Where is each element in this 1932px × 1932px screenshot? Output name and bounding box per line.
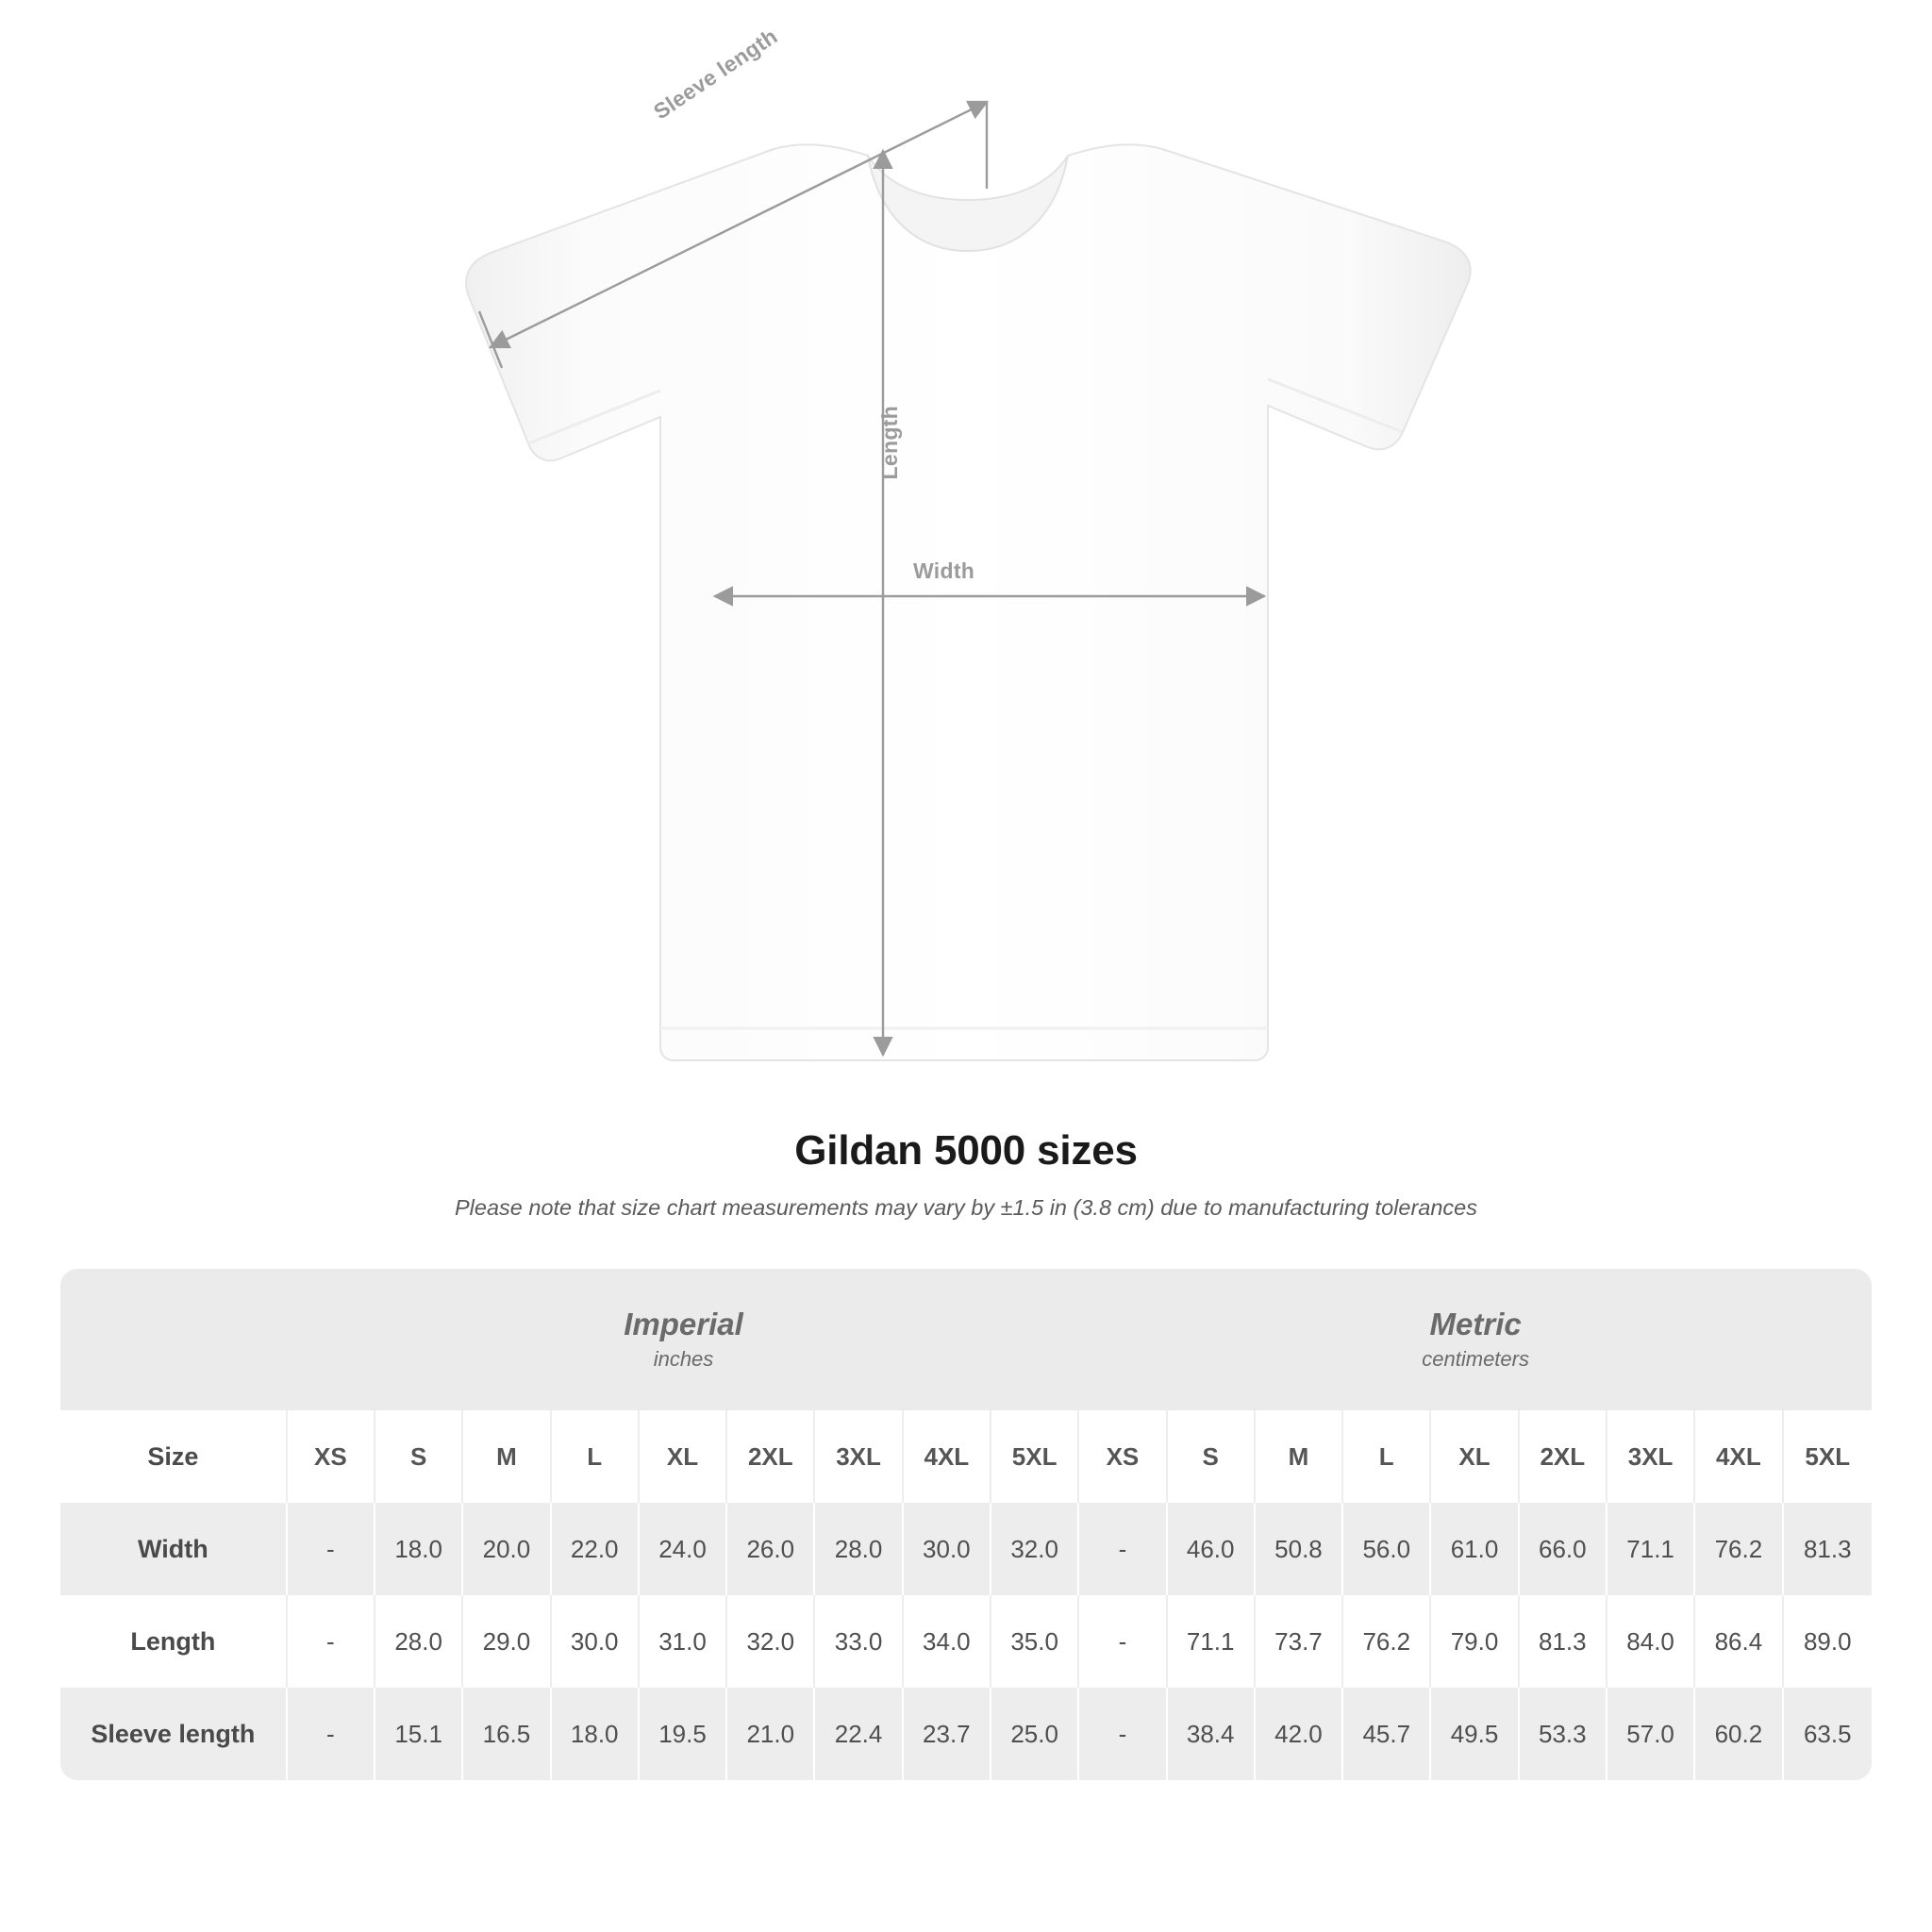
header-imperial-l: L (552, 1410, 640, 1503)
cell-width-imperial-m: 20.0 (463, 1503, 551, 1595)
cell-sleeve-metric-2xl: 53.3 (1520, 1688, 1607, 1780)
header-metric-m: M (1256, 1410, 1343, 1503)
length-label: Length (877, 406, 902, 480)
cell-sleeve-imperial-2xl: 21.0 (727, 1688, 815, 1780)
cell-width-imperial-xs: - (288, 1503, 375, 1595)
cell-length-imperial-5xl: 35.0 (991, 1595, 1079, 1688)
header-imperial-xl: XL (640, 1410, 727, 1503)
header-imperial-2xl: 2XL (727, 1410, 815, 1503)
cell-width-metric-m: 50.8 (1256, 1503, 1343, 1595)
unit-name-metric: Metric (1429, 1306, 1522, 1341)
cell-width-imperial-s: 18.0 (375, 1503, 463, 1595)
cell-width-metric-xs: - (1079, 1503, 1167, 1595)
cell-sleeve-metric-xl: 49.5 (1431, 1688, 1519, 1780)
unit-header-spacer (60, 1269, 288, 1410)
cell-length-metric-m: 73.7 (1256, 1595, 1343, 1688)
cell-length-metric-2xl: 81.3 (1520, 1595, 1607, 1688)
unit-header-imperial (288, 1269, 1080, 1410)
cell-length-imperial-2xl: 32.0 (727, 1595, 815, 1688)
cell-length-imperial-m: 29.0 (463, 1595, 551, 1688)
cell-sleeve-imperial-3xl: 22.4 (815, 1688, 903, 1780)
tolerance-note: Please note that size chart measurements may vary by ±1.5 in (3.8 cm) due to manufacturing tolerances (455, 1195, 1477, 1220)
header-metric-2xl: 2XL (1520, 1410, 1607, 1503)
cell-width-metric-xl: 61.0 (1431, 1503, 1519, 1595)
cell-sleeve-metric-3xl: 57.0 (1607, 1688, 1695, 1780)
cell-width-imperial-xl: 24.0 (640, 1503, 727, 1595)
size-table (60, 1269, 1872, 1780)
cell-length-metric-xs: - (1079, 1595, 1167, 1688)
cell-width-metric-l: 56.0 (1343, 1503, 1431, 1595)
unit-header-row (60, 1269, 1872, 1410)
cell-length-metric-s: 71.1 (1168, 1595, 1256, 1688)
table-row (60, 1595, 1872, 1688)
cell-length-imperial-4xl: 34.0 (904, 1595, 991, 1688)
header-metric-l: L (1343, 1410, 1431, 1503)
page-title: Gildan 5000 sizes (794, 1127, 1138, 1174)
size-header-row (60, 1410, 1872, 1503)
cell-sleeve-metric-m: 42.0 (1256, 1688, 1343, 1780)
unit-sub-metric: centimeters (1422, 1347, 1529, 1372)
cell-length-imperial-xs: - (288, 1595, 375, 1688)
unit-sub-imperial: inches (653, 1347, 714, 1372)
width-label: Width (913, 558, 975, 583)
header-imperial-3xl: 3XL (815, 1410, 903, 1503)
cell-length-imperial-xl: 31.0 (640, 1595, 727, 1688)
sleeve-length-label: Sleeve length (649, 23, 782, 125)
cell-width-metric-4xl: 76.2 (1695, 1503, 1783, 1595)
cell-sleeve-imperial-s: 15.1 (375, 1688, 463, 1780)
cell-sleeve-metric-l: 45.7 (1343, 1688, 1431, 1780)
cell-sleeve-metric-5xl: 63.5 (1784, 1688, 1872, 1780)
header-imperial-xs: XS (288, 1410, 375, 1503)
cell-width-metric-5xl: 81.3 (1784, 1503, 1872, 1595)
cell-sleeve-imperial-xs: - (288, 1688, 375, 1780)
title-block (0, 1127, 1932, 1221)
cell-width-metric-s: 46.0 (1168, 1503, 1256, 1595)
header-imperial-4xl: 4XL (904, 1410, 991, 1503)
row-label-width: Width (60, 1503, 288, 1595)
cell-sleeve-imperial-l: 18.0 (552, 1688, 640, 1780)
cell-width-imperial-l: 22.0 (552, 1503, 640, 1595)
header-metric-3xl: 3XL (1607, 1410, 1695, 1503)
header-metric-s: S (1168, 1410, 1256, 1503)
header-imperial-s: S (375, 1410, 463, 1503)
cell-sleeve-metric-4xl: 60.2 (1695, 1688, 1783, 1780)
cell-length-imperial-l: 30.0 (552, 1595, 640, 1688)
cell-sleeve-imperial-xl: 19.5 (640, 1688, 727, 1780)
header-imperial-5xl: 5XL (991, 1410, 1079, 1503)
table-row (60, 1688, 1872, 1780)
cell-width-imperial-5xl: 32.0 (991, 1503, 1079, 1595)
row-label-sleeve-length: Sleeve length (60, 1688, 288, 1780)
tshirt-shape (466, 144, 1471, 1060)
cell-width-imperial-4xl: 30.0 (904, 1503, 991, 1595)
unit-header-metric (1079, 1269, 1872, 1410)
unit-name-imperial: Imperial (624, 1306, 743, 1341)
cell-sleeve-imperial-4xl: 23.7 (904, 1688, 991, 1780)
cell-width-metric-2xl: 66.0 (1520, 1503, 1607, 1595)
cell-sleeve-metric-xs: - (1079, 1688, 1167, 1780)
header-imperial-m: M (463, 1410, 551, 1503)
cell-length-metric-5xl: 89.0 (1784, 1595, 1872, 1688)
cell-length-metric-3xl: 84.0 (1607, 1595, 1695, 1688)
cell-width-imperial-3xl: 28.0 (815, 1503, 903, 1595)
header-size: Size (60, 1410, 288, 1503)
cell-width-imperial-2xl: 26.0 (727, 1503, 815, 1595)
table-row (60, 1503, 1872, 1595)
cell-sleeve-imperial-m: 16.5 (463, 1688, 551, 1780)
cell-length-metric-l: 76.2 (1343, 1595, 1431, 1688)
cell-sleeve-metric-s: 38.4 (1168, 1688, 1256, 1780)
row-label-length: Length (60, 1595, 288, 1688)
header-metric-5xl: 5XL (1784, 1410, 1872, 1503)
cell-width-metric-3xl: 71.1 (1607, 1503, 1695, 1595)
cell-length-imperial-3xl: 33.0 (815, 1595, 903, 1688)
cell-length-imperial-s: 28.0 (375, 1595, 463, 1688)
header-metric-4xl: 4XL (1695, 1410, 1783, 1503)
header-metric-xs: XS (1079, 1410, 1167, 1503)
header-metric-xl: XL (1431, 1410, 1519, 1503)
cell-sleeve-imperial-5xl: 25.0 (991, 1688, 1079, 1780)
cell-length-metric-4xl: 86.4 (1695, 1595, 1783, 1688)
size-table-container (60, 1269, 1872, 1780)
cell-length-metric-xl: 79.0 (1431, 1595, 1519, 1688)
